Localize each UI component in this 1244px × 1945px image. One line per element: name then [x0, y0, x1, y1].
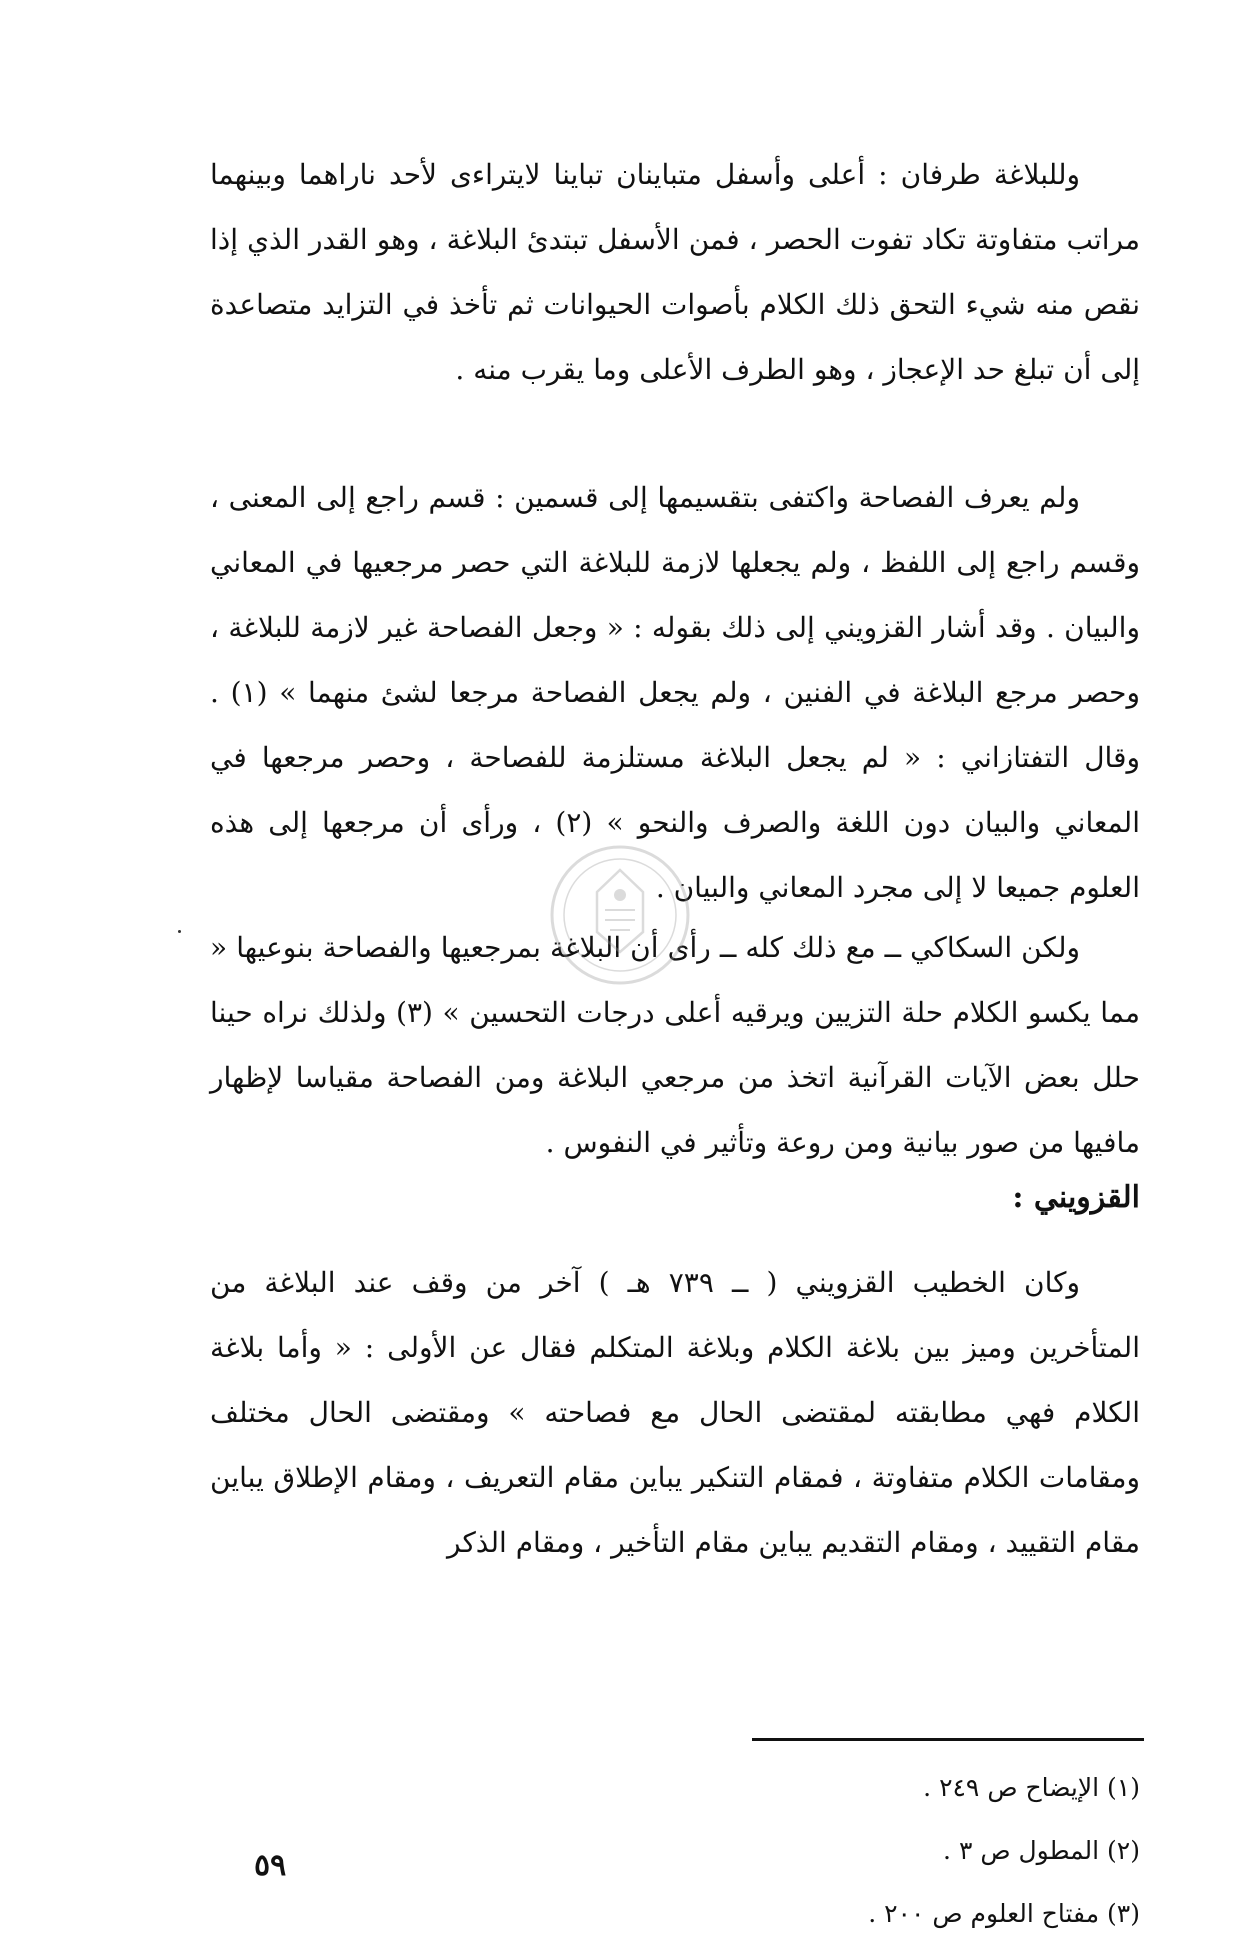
paragraph-text: وللبلاغة طرفان : أعلى وأسفل متباينان تباينا لايتراءى لأحد ناراهما وبينهما مراتب متفاوتة تكاد تفوت الحصر ، فمن الأسفل تبتدئ البلاغة ، وهو القدر الذي إذا نقص منه شيء التحق ذلك الكلام بأصوات الحيوانات ثم تأخذ في التزايد متصاعدة إلى أن تبلغ حد الإعجاز ، وهو الطرف الأعلى وما يقرب منه . — [210, 158, 1140, 386]
paragraph-text: ولم يعرف الفصاحة واكتفى بتقسيمها إلى قسمين : قسم راجع إلى المعنى ، وقسم راجع إلى اللفظ ، ولم يجعلها لازمة للبلاغة التي حصر مرجعيها في المعاني والبيان . وقد أشار القزويني إلى ذلك بقوله : « وجعل الفصاحة غير لازمة للبلاغة ، وحصر مرجع البلاغة في الفنين ، ولم يجعل الفصاحة مرجعا لشئ منهما » (١) . وقال التفتازاني : « لم يجعل البلاغة مستلزمة للفصاحة ، وحصر مرجعها في المعاني والبيان دون اللغة والصرف والنحو » (٢) ، ورأى أن مرجعها إلى هذه العلوم جميعا لا إلى مجرد المعاني والبيان . — [210, 481, 1141, 904]
body-paragraph-1 — [210, 142, 1140, 402]
scan-speck — [178, 930, 181, 933]
footnote-item: (٣) مفتاح العلوم ص ٢٠٠ . — [868, 1899, 1140, 1928]
paragraph-text: ولكن السكاكي ــ مع ذلك كله ــ رأى أن البلاغة بمرجعيها والفصاحة بنوعيها « مما يكسو الكلام حلة التزيين ويرقيه أعلى درجات التحسين » (٣) ولذلك نراه حينا حلل بعض الآيات القرآنية اتخذ من مرجعي البلاغة ومن الفصاحة مقياسا لإظهار مافيها من صور بيانية ومن روعة وتأثير في النفوس . — [210, 931, 1141, 1159]
paragraph-text: وكان الخطيب القزويني ( ــ ٧٣٩ هـ ) آخر من وقف عند البلاغة من المتأخرين وميز بين بلاغة الكلام وبلاغة المتكلم فقال عن الأولى : « وأما بلاغة الكلام فهي مطابقته لمقتضى الحال مع فصاحته » ومقتضى الحال مختلف ومقامات الكلام متفاوتة ، فمقام التنكير يباين مقام التعريف ، ومقام الإطلاق يباين مقام التقييد ، ومقام التقديم يباين مقام التأخير ، ومقام الذكر — [210, 1266, 1140, 1559]
watermark-stamp-icon — [545, 840, 695, 990]
section-heading: القزويني : — [1012, 1180, 1140, 1215]
footnote-item: (١) الإيضاح ص ٢٤٩ . — [923, 1773, 1140, 1802]
footnote-divider — [752, 1738, 1144, 1741]
footnotes-list — [540, 1756, 1140, 1945]
footnote-item: (٢) المطول ص ٣ . — [943, 1836, 1140, 1865]
page-number: ٥٩ — [254, 1848, 287, 1883]
body-paragraph-4 — [210, 1250, 1140, 1575]
